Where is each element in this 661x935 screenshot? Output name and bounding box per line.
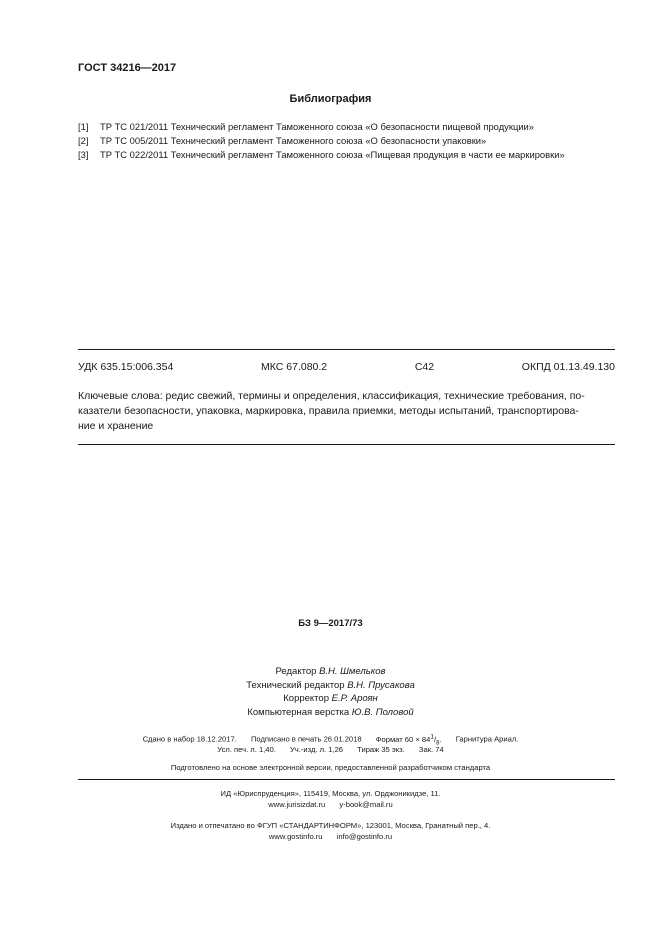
order-number: Зак. 74 (418, 745, 444, 754)
classification-row (78, 361, 615, 373)
imprint-line-2 (0, 745, 661, 754)
typeface: Гарнитура Ариал. (455, 734, 519, 744)
bibliography-item-text: ТР ТС 005/2011 Технический регламент Таможенного союза «О безопасности упаковки» (100, 135, 487, 146)
print-run: Тираж 35 экз. (357, 745, 405, 754)
editor-name: В.Н. Шмельков (319, 666, 386, 677)
divider-keywords (78, 444, 615, 445)
bibliography-item-number: [1] (78, 121, 89, 132)
tech-editor-name: В.Н. Прусакова (347, 679, 415, 691)
bibliography-title: Библиография (289, 93, 372, 105)
group-code: С42 (414, 361, 435, 373)
keywords-line: ние и хранение (78, 420, 154, 432)
printer-email-link[interactable]: info@gostinfo.ru (336, 832, 393, 841)
staff-credits (0, 665, 661, 719)
printer-contacts (0, 832, 661, 841)
corrector-name: Е.Р. Ароян (331, 693, 378, 704)
prepared-note: Подготовлено на основе электронной версии, предоставленной разработчиком стандарта (170, 763, 491, 772)
submitted-date: Сдано в набор 18.12.2017. (142, 734, 237, 744)
printer-line: Издано и отпечатано во ФГУП «СТАНДАРТИНФОРМ», 123001, Москва, Гранатный пер., 4. (170, 821, 491, 830)
paper-format: Формат $60 \times 84^1/_8$. (375, 733, 442, 747)
bibliography-list (78, 120, 565, 162)
bibliography-item (78, 134, 565, 148)
publisher-line: ИД «Юриспруденция», 115419, Москва, ул. Орджоникидзе, 11. (220, 789, 441, 798)
divider-top (78, 349, 615, 350)
udk-code: УДК 635.15:006.354 (78, 361, 174, 373)
bibliography-item (78, 148, 565, 162)
print-sheets: Усл. печ. л. 1,40. (217, 745, 276, 754)
layout-name: Ю.В. Половой (351, 706, 414, 718)
okpd-code: ОКПД 01.13.49.130 (521, 361, 615, 373)
mks-code: МКС 67.080.2 (261, 361, 328, 373)
document-code: ГОСТ 34216—2017 (78, 62, 177, 74)
layout-line: Компьютерная верстка Ю.В. Половой (247, 706, 414, 718)
bibliography-item-text: ТР ТС 021/2011 Технический регламент Таможенного союза «О безопасности пищевой продукции» (100, 121, 535, 132)
keywords-line: Ключевые слова: редис свежий, термины и определения, классификация, технические требования, по- (78, 390, 585, 402)
editor-line: Редактор В.Н. Шмельков (275, 666, 386, 677)
bibliography-item (78, 120, 565, 134)
bibliography-item-text: ТР ТС 022/2011 Технический регламент Таможенного союза «Пищевая продукция в части ее маркировки» (100, 149, 565, 160)
publisher-site-link[interactable]: www.jurisizdat.ru (268, 800, 326, 809)
bibliography-item-number: [3] (78, 149, 89, 160)
tech-editor-line: Технический редактор В.Н. Прусакова (246, 679, 415, 691)
keywords-line: казатели безопасности, упаковка, маркировка, правила приемки, методы испытаний, транспортирова- (78, 405, 579, 417)
keywords (78, 389, 615, 434)
edition-sheets: Уч.-изд. л. 1,26 (289, 745, 344, 754)
bibliography-item-number: [2] (78, 135, 89, 146)
signed-date: Подписано в печать 26.01.2018 (250, 734, 362, 744)
publisher-email-link[interactable]: y-book@mail.ru (339, 800, 393, 809)
corrector-line: Корректор Е.Р. Ароян (283, 693, 378, 704)
bz-number: БЗ 9—2017/73 (298, 618, 363, 629)
divider-imprint (78, 779, 615, 780)
printer-site-link[interactable]: www.gostinfo.ru (268, 832, 323, 841)
publisher-contacts (0, 800, 661, 809)
